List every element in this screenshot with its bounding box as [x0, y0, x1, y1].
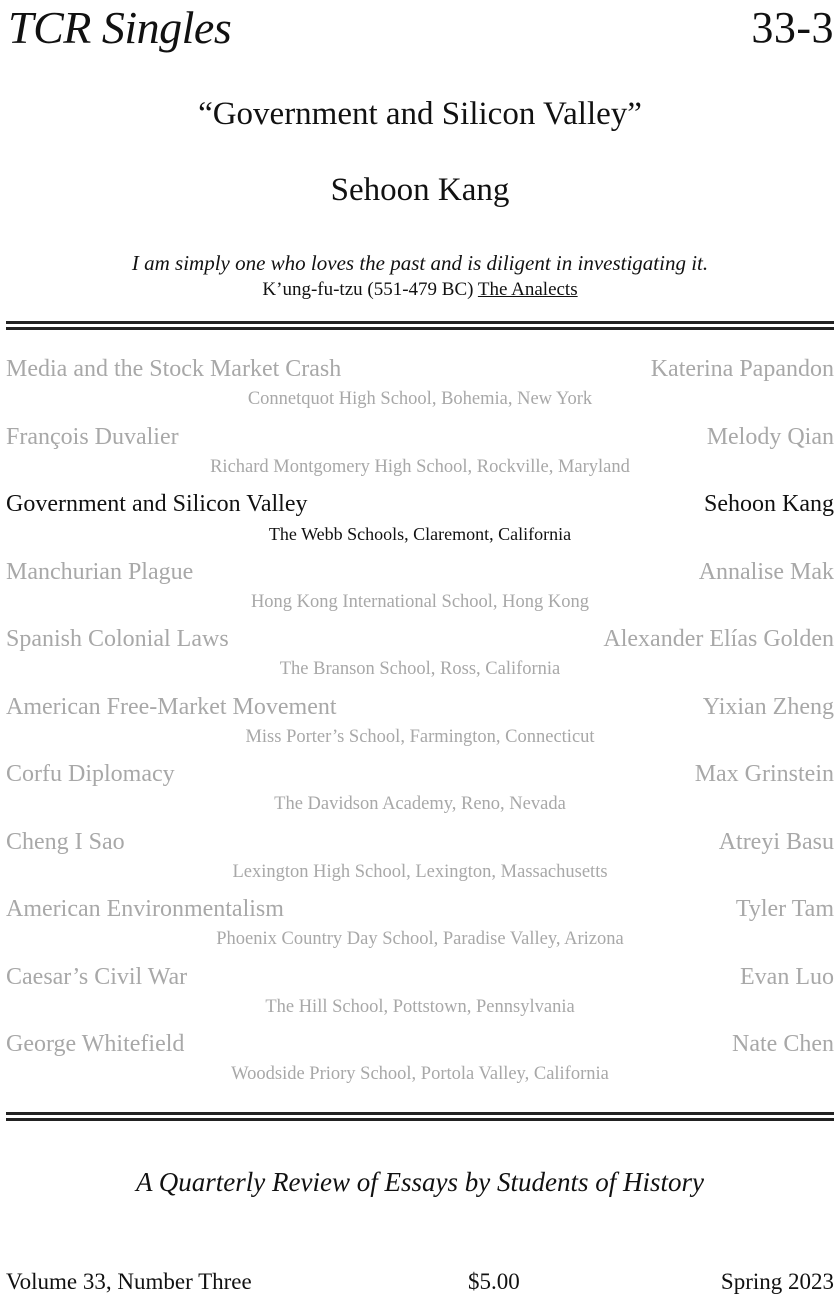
entry-author: Alexander Elías Golden: [603, 626, 834, 652]
entry-school: Hong Kong International School, Hong Kong: [250, 591, 590, 612]
entry-title: Cheng I Sao: [6, 828, 125, 855]
entry-author: Tyler Tam: [735, 896, 834, 922]
epigraph-source: K’ung-fu-tzu (551-479 BC): [262, 279, 474, 300]
entry-title: George Whitefield: [6, 1031, 185, 1057]
masthead: [8, 0, 834, 60]
entry-title: François Duvalier: [6, 423, 179, 450]
entry-school: The Hill School, Pottstown, Pennsylvania: [265, 996, 575, 1017]
entry-title: Corfu Diplomacy: [6, 761, 175, 787]
contents-entry: [6, 825, 834, 893]
entry-school: Woodside Priory School, Portola Valley, California: [231, 1064, 609, 1084]
entry-school: Miss Porter’s School, Farmington, Connecticut: [245, 726, 595, 747]
entry-title: American Environmentalism: [6, 896, 284, 922]
tagline: A Quarterly Review of Essays by Students of History: [136, 1167, 704, 1197]
entry-title: Government and Silicon Valley: [6, 491, 308, 517]
entry-title: Manchurian Plague: [6, 558, 194, 585]
footer: [6, 1264, 834, 1300]
entry-author: Sehoon Kang: [704, 491, 834, 517]
essay-author: Sehoon Kang: [330, 172, 510, 208]
epigraph-quote: I am simply one who loves the past and is diligent in investigating it.: [131, 251, 709, 275]
entry-school: Phoenix Country Day School, Paradise Valley, Arizona: [216, 929, 624, 949]
contents-entry: [6, 352, 834, 420]
price: $5.00: [468, 1269, 520, 1294]
entry-author: Yixian Zheng: [702, 693, 834, 720]
contents-entry: [6, 555, 834, 623]
entry-school: Connetquot High School, Bohemia, New York: [247, 389, 593, 409]
epigraph-book: The Analects: [477, 279, 578, 300]
double-rule-top: [6, 321, 834, 330]
issue-season: Spring 2023: [720, 1269, 834, 1294]
contents-entry: [6, 690, 834, 758]
entry-author: Evan Luo: [740, 963, 834, 990]
contents-entry: [6, 960, 834, 1028]
entry-author: Atreyi Basu: [718, 828, 834, 855]
entry-author: Max Grinstein: [694, 761, 834, 787]
entry-school: The Webb Schools, Claremont, California: [268, 524, 572, 544]
essay-title: “Government and Silicon Valley”: [198, 96, 642, 132]
entry-title: American Free-Market Movement: [6, 693, 337, 720]
entry-school: The Davidson Academy, Reno, Nevada: [274, 794, 566, 814]
entry-title: Media and the Stock Market Crash: [6, 356, 342, 382]
contents-entry-current: [6, 487, 834, 555]
contents-entry: [6, 757, 834, 825]
contents-entry: [6, 892, 834, 960]
issue-code: 33-3: [751, 3, 834, 52]
entry-author: Melody Qian: [706, 423, 834, 450]
contents-entry: [6, 622, 834, 690]
entry-author: Nate Chen: [732, 1031, 834, 1057]
double-rule-bottom: [6, 1112, 834, 1121]
entry-title: Spanish Colonial Laws: [6, 626, 229, 652]
contents-entry: [6, 420, 834, 488]
epigraph-attribution: [0, 277, 840, 303]
entry-school: Lexington High School, Lexington, Massachusetts: [232, 861, 608, 882]
entry-school: The Branson School, Ross, California: [279, 659, 561, 679]
entry-school: Richard Montgomery High School, Rockville, Maryland: [210, 456, 630, 477]
entry-author: Katerina Papandon: [650, 356, 834, 382]
entry-author: Annalise Mak: [698, 558, 834, 585]
series-title: TCR Singles: [8, 2, 232, 53]
volume-number: Volume 33, Number Three: [6, 1269, 252, 1294]
contents-list: [6, 352, 834, 1095]
contents-entry: [6, 1027, 834, 1095]
entry-title: Caesar’s Civil War: [6, 963, 188, 990]
